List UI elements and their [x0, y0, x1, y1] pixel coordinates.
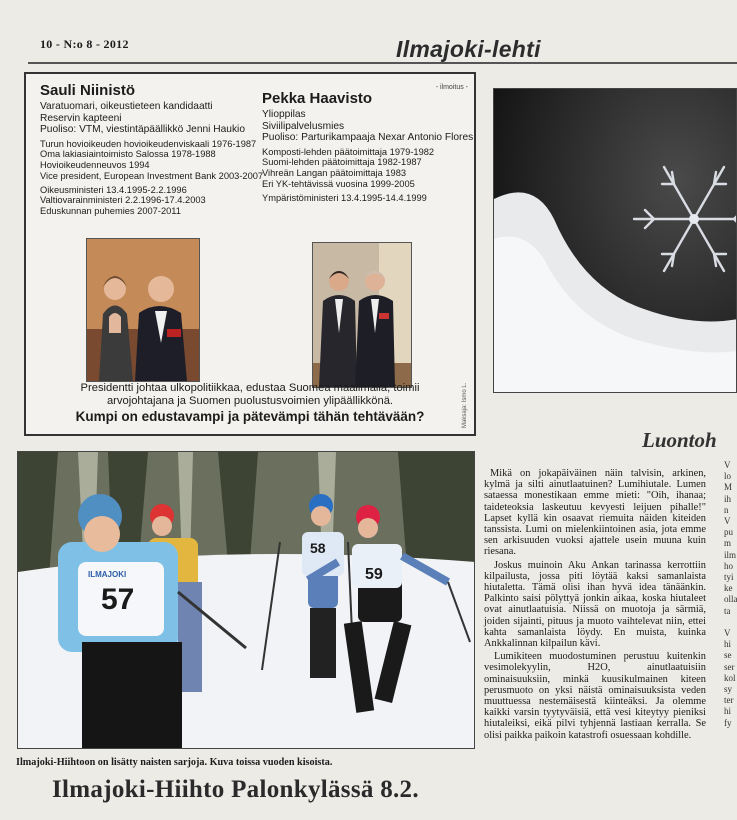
cut-off-column-line: ke [724, 583, 733, 594]
ad-payer-credit: Maksaja: Ismo L. [462, 382, 468, 428]
ad-tag: - ilmoitus - [435, 84, 468, 91]
cut-off-column-line: lo [724, 471, 732, 482]
article-paragraph: Mikä on jokapäiväinen näin talvisin, arkinen, kylmä ja silti ainutlaatuinen? Lumihiutale. Lumen sataessa monestikaan emme mieti: "Oih, ihanaa; taideteoksia laskeutuu kevyesti leijuen pihalle!" Lapset kyllä kin osaavat riemuita näiden kiteiden tanssista. Lumi on mielenkiintoinen asia, jota emme sen arkisuuden vuoksi ajattele usein muuna kuin riesana. [484, 468, 706, 558]
candidate-name: Pekka Haavisto [262, 90, 373, 107]
race-bib-number: 59 [365, 566, 383, 583]
cut-off-column [724, 460, 737, 729]
cut-off-column-line: V [724, 460, 731, 470]
ski-race-photo [17, 451, 475, 749]
cut-off-column-line: ih [724, 493, 732, 504]
career-item: Hovioikeudenneuvos 1994 [40, 160, 150, 171]
article-body [484, 468, 706, 743]
candidate-title: Siviilipalvelusmies [262, 120, 345, 132]
cut-off-column-line: tyi [724, 572, 734, 583]
candidate-title: Ylioppilas [262, 109, 306, 120]
cut-off-column-line: kol [724, 672, 736, 683]
career-item: Turun hovioikeuden hovioikeudenviskaali 1976-1987 [40, 138, 257, 149]
cut-off-column-line: V [724, 628, 731, 639]
career-item: Valtiovarainministeri 2.2.1996-17.4.2003 [40, 195, 206, 206]
cut-off-column-line: V [724, 516, 731, 527]
ad-bottom-text [26, 382, 474, 424]
cut-off-column-line: ser [724, 661, 735, 672]
candidate-title: Reservin kapteeni [40, 112, 122, 124]
cut-off-column-line: M [724, 482, 733, 493]
cut-off-column-line: hi [724, 639, 732, 650]
race-bib-number: 57 [101, 583, 135, 616]
ad-statement: Presidentti johtaa ulkopolitiikkaa, edustaa Suomea maailmalla, toimii arvojohtajana ja Suomen puolustusvoimien ylipäällikkönä. [80, 382, 420, 407]
career-item: Oma lakiasiaintoimisto Salossa 1978-1988 [40, 149, 216, 160]
issue-number: 10 - N:o 8 - 2012 [40, 37, 129, 51]
career-item: Vihreän Langan päätoimittaja 1983 [262, 168, 407, 179]
header-rule [28, 62, 737, 64]
cut-off-column-line: pu [724, 527, 733, 538]
candidate-spouse: Puoliso: VTM, viestintäpäällikkö Jenni Haukio [40, 124, 245, 135]
candidate-spouse: Puoliso: Parturikampaaja Nexar Antonio Flores [262, 132, 474, 143]
cut-off-column-line: n [724, 504, 729, 515]
snowflake-photo [493, 88, 737, 393]
career-item: Oikeusministeri 13.4.1995-2.2.1996 [40, 184, 187, 195]
career-item: Eduskunnan puhemies 2007-2011 [40, 206, 181, 217]
ad-question: Kumpi on edustavampi ja pätevämpi tähän tehtävään? [75, 409, 425, 424]
race-bib-number: 58 [310, 540, 326, 556]
photo-caption: Ilmajoki-Hiihtoon on lisätty naisten sarjoja. Kuva toissa vuoden kisoista. [16, 757, 333, 768]
bib-sponsor-label: ILMAJOKI [88, 570, 127, 579]
cut-off-column-line: ter [724, 695, 734, 706]
article-paragraph: Joskus muinoin Aku Ankan tarinassa kerrottiin kilpailusta, jossa piti löytää kaksi samanlaista hiutaletta. Tämä olisi ihan hyvä idea tänäänkin. Palkinto saisi pölyttyä jonkin aikaa, koska hiutaleet ovat ainutlaatuisia. Niissä on muotoja ja särmiä, joiden sijainti, pituus ja muoto vaihtelevat niin, ettei kahta samanlaista löydy. En muista, kuinka Ankkalinnan kilpailun kävi. [484, 559, 706, 650]
article-headline: Ilmajoki-Hiihto Palonkylässä 8.2. [52, 776, 419, 803]
cut-off-column-line: ho [724, 560, 733, 571]
cut-off-column-line: fy [724, 717, 732, 728]
candidate-title: Varatuomari, oikeustieteen kandidaatti [40, 101, 213, 112]
haavisto-couple-photo [312, 242, 412, 388]
career-item: Ympäristöministeri 13.4.1995-14.4.1999 [262, 192, 427, 203]
article-paragraph: Lumikiteen muodostuminen perustuu kuitenkin vesimolekyylin, H2O, ainutlaatuisiin ominaisuuksiin, minkä kuusikulmainen kiteen perusmuoto on yksi näistä ominaisuuksista veden muuttuessa nestemäisestä kiinteäksi. Ja olemme kaikki varsin tyytyväisiä, että vesi kiteytyy pieniksi hiutaleiksi, eikä pilvi tyhjennä lastiaan kerralla. Se olisi paikka paikoin katastrofi osuessaan kohdille. [484, 651, 706, 741]
niinisto-couple-photo [86, 238, 200, 382]
masthead: Ilmajoki-lehti [396, 36, 541, 62]
career-item: Eri YK-tehtävissä vuosina 1999-2005 [262, 178, 415, 189]
candidate-niinisto [40, 82, 263, 217]
cut-off-column-line: hi [724, 706, 732, 717]
cut-off-column-line [724, 617, 737, 628]
cut-off-column-line: ta [724, 605, 731, 616]
cut-off-column-line: m [724, 538, 732, 549]
career-item: Vice president, European Investment Bank 2003-2007 [40, 170, 264, 181]
election-advertisement [24, 72, 476, 436]
cut-off-column-line: olla [724, 594, 737, 605]
career-item: Komposti-lehden päätoimittaja 1979-1982 [262, 146, 435, 157]
career-item: Suomi-lehden päätoimittaja 1982-1987 [262, 157, 422, 168]
cut-off-column-line: se [724, 650, 732, 661]
candidate-haavisto [262, 90, 473, 203]
candidate-name: Sauli Niinistö [40, 82, 136, 99]
cut-off-column-line: sy [724, 684, 733, 695]
cut-off-column-line: ilm [724, 549, 737, 560]
section-heading: Luontoh [642, 428, 717, 452]
